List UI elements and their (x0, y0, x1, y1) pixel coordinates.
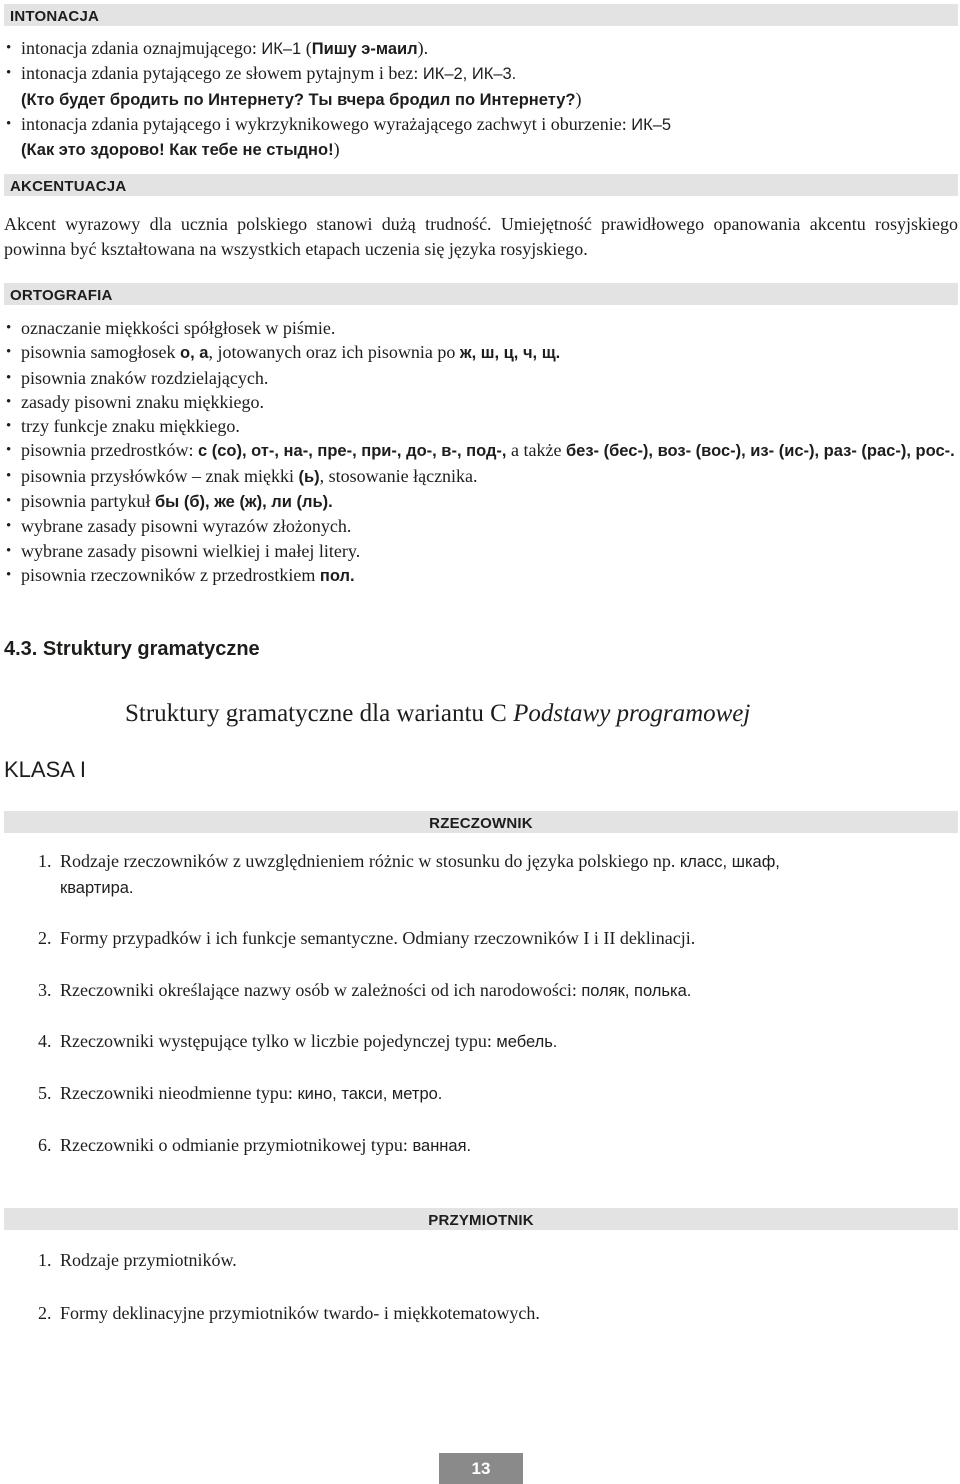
numbered-item: 1. Rodzaje przymiotników. (38, 1250, 237, 1270)
class-label: KLASA I (4, 757, 86, 782)
list-item: • pisownia znaków rozdzielających. (6, 366, 956, 390)
page-number: 13 (439, 1453, 523, 1484)
section-title-ortografia: ORTOGRAFIA (10, 287, 113, 304)
numbered-item: 6. Rzeczowniki o odmianie przymiotnikowej typu: ванная. (38, 1135, 472, 1155)
section-heading: 4.3. Struktury gramatyczne (4, 638, 260, 660)
section-bar-intonacja (4, 4, 958, 28)
list-item: • intonacja zdania oznajmującego: ИК–1 (Пишу э-маил). (6, 36, 956, 61)
list-item: • wybrane zasady pisowni wielkiej i małej litery. (6, 539, 956, 563)
list-item: • trzy funkcje znaku miękkiego. (6, 414, 956, 438)
structures-title: Struktury gramatyczne dla wariantu C Podstawy programowej (125, 700, 751, 727)
list-item: • oznaczanie miękkości spółgłosek w piśmie. (6, 316, 956, 340)
list-item: • pisownia rzeczowników z przedrostkiem пол. (6, 563, 956, 588)
section-bar-przymiotnik (4, 1208, 958, 1232)
section-title-przymiotnik: PRZYMIOTNIK (428, 1212, 534, 1229)
numbered-item: 2. Formy deklinacyjne przymiotników twardo- i miękkotematowych. (38, 1303, 540, 1323)
list-item: • pisownia przysłówków – znak miękki (ь), stosowanie łącznika. (6, 464, 956, 489)
numbered-item: 4. Rzeczowniki występujące tylko w liczbie pojedynczej typu: мебель. (38, 1031, 558, 1051)
numbered-item: 3. Rzeczowniki określające nazwy osób w zależności od ich narodowości: поляк, полька. (38, 980, 692, 1000)
section-bar-akcentuacja (4, 174, 958, 198)
section-title-intonacja: INTONACJA (10, 8, 100, 25)
numbered-item: 1. Rodzaje rzeczowników z uwzględnieniem różnic w stosunku do języka polskiego np. класс, шкаф, квартира. (38, 851, 780, 897)
numbered-item: 2. Formy przypadków i ich funkcje semantyczne. Odmiany rzeczowników I i II deklinacji. (38, 928, 696, 948)
section-title-rzeczownik: RZECZOWNIK (429, 815, 533, 832)
list-item: • pisownia przedrostków: с (со), от-, на-, пре-, при-, до-, в-, под-, a także без- (бес-), воз- (вос-), из- (ис-), раз- (рас-), рос-. (6, 438, 956, 463)
akcentuacja-paragraph: Akcent wyrazowy dla ucznia polskiego stanowi dużą trudność. Umiejętność prawidłowego opanowania akcentu rosyjskiego powinna być kształtowana na wszystkich etapach uczenia się języka rosyjskiego. (4, 214, 958, 259)
list-item: • zasady pisowni znaku miękkiego. (6, 390, 956, 414)
list-item: • wybrane zasady pisowni wyrazów złożonych. (6, 514, 956, 538)
list-item: • intonacja zdania pytającego i wykrzyknikowego wyrażającego zachwyt i oburzenie: ИК–5 (Как это здорово! Как тебе не стыдно!) (6, 112, 956, 163)
section-bar-ortografia (4, 283, 958, 307)
section-title-akcentuacja: AKCENTUACJA (10, 178, 127, 195)
ortografia-list (6, 316, 956, 588)
list-item: • intonacja zdania pytającego ze słowem pytajnym i bez: ИК–2, ИК–3. (Кто будет бродить по Интернету? Ты вчера бродил по Интернету?) (6, 61, 956, 112)
list-item: • pisownia partykuł бы (б), же (ж), ли (ль). (6, 489, 956, 514)
intonacja-list (6, 36, 956, 162)
section-bar-rzeczownik (4, 811, 958, 835)
numbered-item: 5. Rzeczowniki nieodmienne typu: кино, такси, метро. (38, 1083, 443, 1103)
list-item: • pisownia samogłosek о, а, jotowanych oraz ich pisownia po ж, ш, ц, ч, щ. (6, 340, 956, 365)
